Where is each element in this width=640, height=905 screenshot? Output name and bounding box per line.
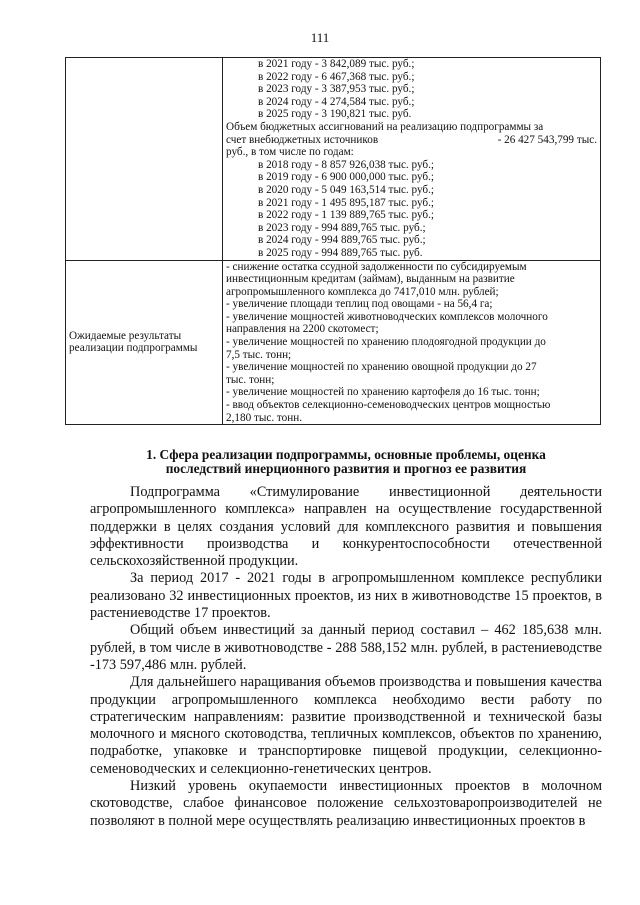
funding-line: в 2020 году - 5 049 163,514 тыс. руб.; [258, 183, 435, 196]
paragraph: Низкий уровень окупаемости инвестиционных проектов в молочном скотоводстве, слабое финансовое положение сельхозтоваропроизводителей не позволяют в полной мере осуществлять реализацию инвестиционных проектов в [90, 778, 602, 829]
result-line: направления на 2200 скотомест; [226, 323, 379, 336]
result-line: - ввод объектов селекционно-семеноводческих центров мощностью [226, 399, 551, 412]
result-line: - увеличение мощностей по хранению овощной продукции до 27 [226, 361, 537, 374]
financing-value-cell [223, 58, 601, 261]
table-row-results [66, 260, 601, 425]
funding-line: в 2022 году - 6 467,368 тыс. руб.; [258, 70, 415, 83]
budget-header-line-3: руб., в том числе по годам: [226, 146, 354, 159]
results-label-cell: Ожидаемые результаты реализации подпрограммы [66, 260, 223, 425]
budget-source-label: счет внебюджетных источников [226, 133, 379, 146]
paragraph: За период 2017 - 2021 годы в агропромышленном комплексе республики реализовано 32 инвестиционных проектов, из них в животноводстве 15 проектов, в растениеводстве 17 проектов. [90, 570, 602, 622]
paragraph: Общий объем инвестиций за данный период составил – 462 185,638 млн. рублей, в том числе в животноводстве - 288 588,152 млн. рублей, в растениеводстве -173 597,486 млн. рублей. [90, 622, 602, 673]
section-heading-line-1: 1. Сфера реализации подпрограммы, основные проблемы, оценка [146, 447, 546, 462]
funding-line: в 2023 году - 994 889,765 тыс. руб.; [258, 221, 426, 234]
result-line: - увеличение площади теплиц под овощами - на 56,4 га; [226, 298, 493, 311]
funding-line: в 2018 году - 8 857 926,038 тыс. руб.; [258, 158, 435, 171]
result-line: - снижение остатка ссудной задолженности по субсидируемым [226, 260, 527, 273]
section-heading-line-2: последствий инерционного развития и прогноз ее развития [165, 461, 527, 476]
table-row-financing [66, 58, 601, 261]
budget-header-line-2 [226, 134, 597, 147]
result-line: - увеличение мощностей животноводческих комплексов молочного [226, 310, 548, 323]
funding-line: в 2023 году - 3 387,953 тыс. руб.; [258, 83, 415, 96]
funding-line: в 2024 году - 994 889,765 тыс. руб.; [258, 234, 426, 247]
funding-line: в 2025 году - 994 889,765 тыс. руб. [258, 246, 423, 259]
section-1 [90, 448, 602, 830]
funding-line: в 2022 году - 1 139 889,765 тыс. руб.; [258, 209, 435, 222]
result-line: 7,5 тыс. тонн; [226, 348, 292, 361]
section-heading [90, 448, 602, 476]
result-line: - увеличение мощностей по хранению плодоягодной продукции до [226, 336, 546, 349]
result-line: инвестиционным кредитам (займам), выданным на развитие [226, 273, 515, 286]
budget-header-line-1: Объем бюджетных ассигнований на реализацию подпрограммы за [226, 120, 544, 133]
funding-line: в 2019 году - 6 900 000,000 тыс. руб.; [258, 171, 435, 184]
results-value-cell [223, 260, 601, 425]
page-number: 111 [310, 30, 330, 45]
paragraph: Подпрограмма «Стимулирование инвестиционной деятельности агропромышленного комплекса» направлен на осуществление государственной поддержки в целях создания условий для комплексного развития и повышения эффективности производства и конкурентоспособности отечественной сельскохозяйственной продукции. [90, 484, 602, 570]
funding-line: в 2021 году - 1 495 895,187 тыс. руб.; [258, 196, 435, 209]
budget-total-value: - 26 427 543,799 тыс. [497, 133, 597, 146]
result-line: 2,180 тыс. тонн. [226, 411, 303, 424]
funding-line: в 2025 году - 3 190,821 тыс. руб. [258, 108, 412, 121]
financing-label-cell [66, 58, 223, 261]
result-line: агропромышленного комплекса до 7417,010 млн. рублей; [226, 285, 499, 298]
paragraph: Для дальнейшего наращивания объемов производства и повышения качества продукции агропромышленного комплекса необходимо вести работу по стратегическим направлениям: развитие производственной и технической базы молочного и мясного скотоводства, тепличных комплексов, объектов по хранению, подработке, упаковке и транспортировке пищевой продукции, селекционно-семеноводческих и селекционно-генетических центров. [90, 674, 602, 777]
result-line: тыс. тонн; [226, 373, 275, 386]
subprogram-passport-table [65, 57, 601, 425]
funding-line: в 2024 году - 4 274,584 тыс. руб.; [258, 95, 415, 108]
funding-line: в 2021 году - 3 842,089 тыс. руб.; [258, 58, 415, 70]
result-line: - увеличение мощностей по хранению картофеля до 16 тыс. тонн; [226, 386, 540, 399]
